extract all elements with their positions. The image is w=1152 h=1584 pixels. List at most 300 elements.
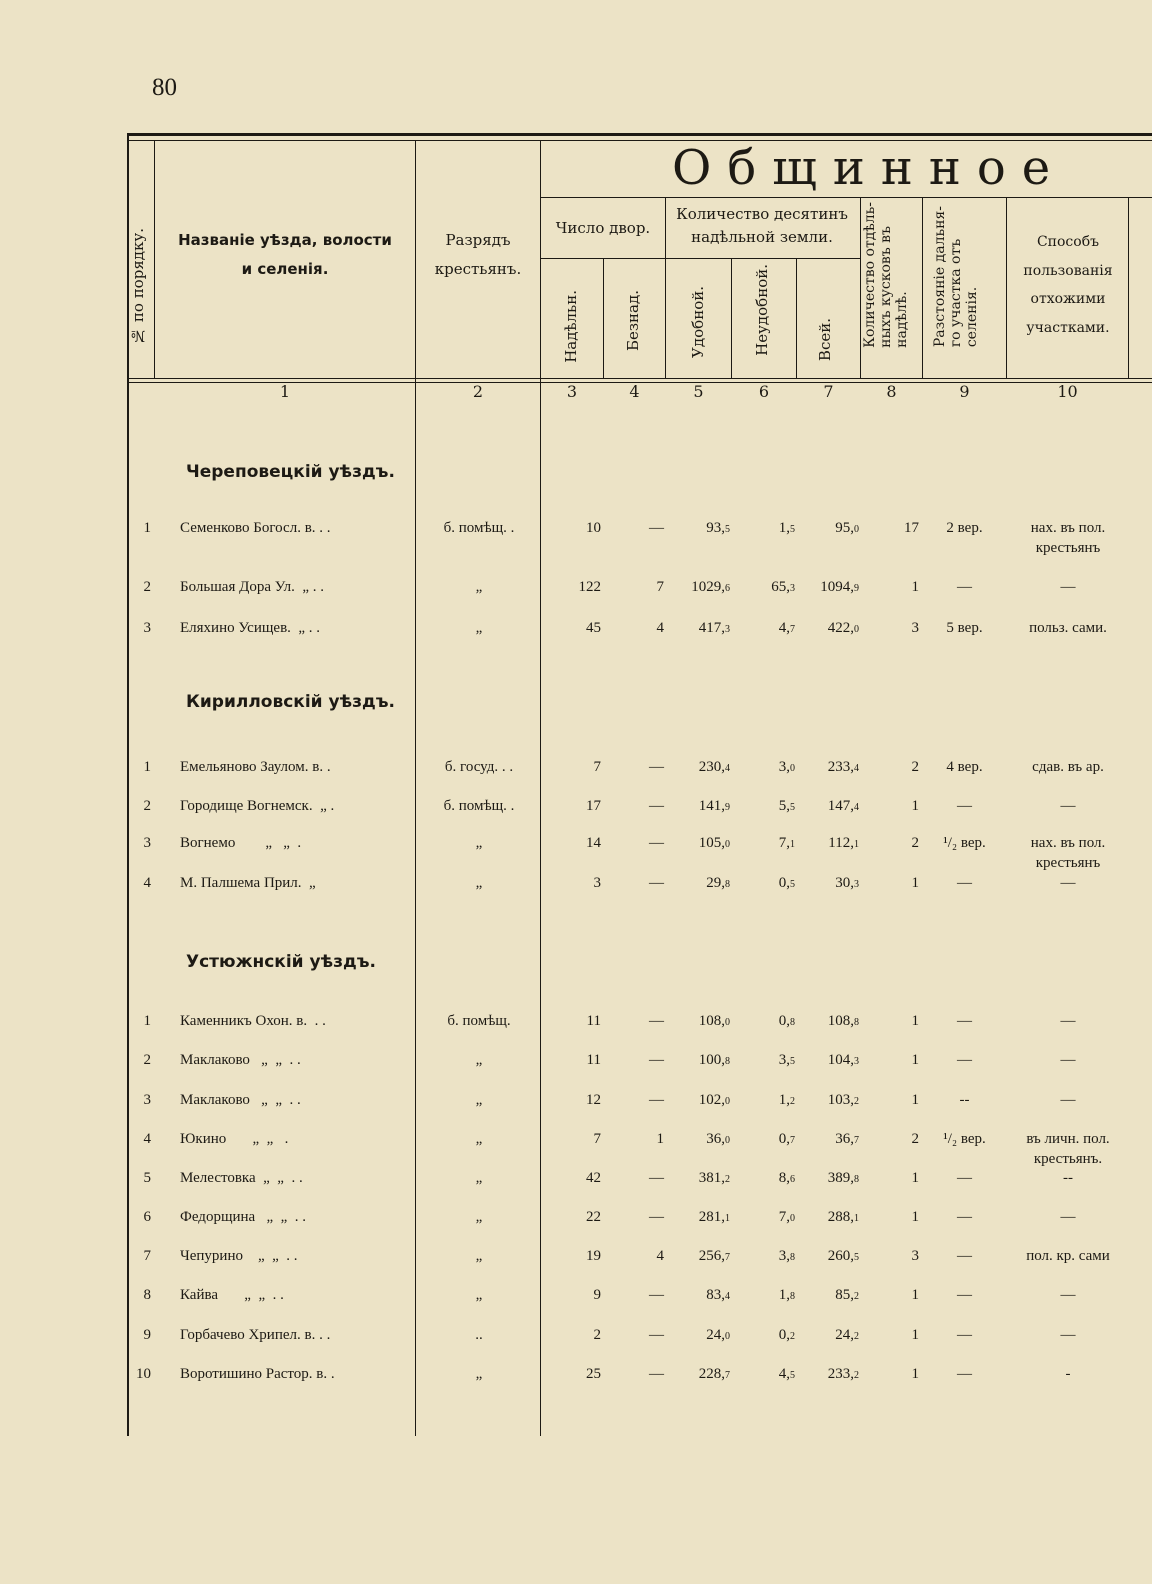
households-landless: — [649, 1287, 664, 1303]
plot-usage: -- [1063, 1170, 1073, 1186]
plot-usage: - [1065, 1366, 1071, 1382]
households-allotted: 22 [586, 1209, 601, 1225]
land-unusable-int: 0 [778, 1131, 787, 1147]
land-usable-int: 93 [706, 520, 722, 536]
land-total-int: 260 [827, 1248, 851, 1264]
plot-distance: — [957, 1013, 972, 1029]
land-unusable-int: 1 [778, 1287, 787, 1303]
peasant-class: „ [475, 1248, 483, 1264]
land-total-int: 288 [827, 1209, 851, 1225]
county-heading: Устюжнскій уѣздъ. [186, 952, 376, 972]
settlement-name: Мелестовка „ „ . . [180, 1170, 303, 1186]
land-unusable [732, 1092, 795, 1109]
land-unusable-int: 0 [778, 875, 787, 891]
decimal-comma: , [786, 620, 790, 636]
decimal-comma: , [721, 579, 725, 595]
row-number: 10 [136, 1366, 151, 1382]
decimal-comma: , [786, 579, 790, 595]
land-usable-int: 24 [706, 1327, 722, 1343]
decimal-comma: , [850, 620, 854, 636]
land-usable [666, 1170, 730, 1187]
decimal-comma: , [721, 1131, 725, 1147]
land-unusable-int: 65 [771, 579, 787, 595]
decimal-comma: , [786, 1013, 790, 1029]
vline-unusable [796, 258, 797, 378]
land-unusable-dec: 7 [790, 1135, 795, 1146]
decimal-comma: , [850, 1287, 854, 1303]
plot-distance: -- [959, 1092, 970, 1108]
header-bottom-rule [127, 378, 1152, 379]
land-total [797, 1170, 859, 1187]
land-total-dec: 2 [854, 1291, 859, 1302]
table-row [0, 835, 1152, 871]
decimal-comma: , [850, 1366, 854, 1382]
plot-pieces: 1 [911, 579, 919, 595]
decimal-comma: , [786, 1287, 790, 1303]
page-number: 80 [152, 74, 177, 101]
header-landless: Безнад. [624, 290, 642, 352]
decimal-comma: , [721, 1248, 725, 1264]
peasant-class: б. помѣщ. . [443, 520, 515, 536]
land-unusable-int: 1 [778, 1092, 787, 1108]
households-landless: 4 [656, 1248, 664, 1264]
header-land: Количество десятинъ надѣльной земли. [676, 205, 848, 246]
table-row [0, 520, 1152, 556]
row-number: 4 [143, 875, 151, 891]
land-unusable-dec: 0 [790, 1213, 795, 1224]
land-total-int: 24 [835, 1327, 851, 1343]
land-total-dec: 7 [854, 1135, 859, 1146]
plot-distance: — [957, 579, 972, 595]
land-unusable-dec: 8 [790, 1291, 795, 1302]
land-unusable-int: 8 [778, 1170, 787, 1186]
plot-pieces: 3 [911, 620, 919, 636]
decimal-comma: , [850, 1327, 854, 1343]
decimal-comma: , [850, 798, 854, 814]
table-row [0, 620, 1152, 640]
land-total-int: 422 [827, 620, 851, 636]
land-usable [666, 759, 730, 776]
settlement-name: Каменникъ Охон. в. . . [180, 1013, 326, 1029]
decimal-comma: , [721, 1170, 725, 1186]
households-allotted: 11 [586, 1052, 601, 1068]
households-landless: — [649, 1013, 664, 1029]
vline-use [1128, 197, 1129, 378]
land-usable-dec: 3 [725, 624, 730, 635]
households-allotted: 2 [593, 1327, 601, 1343]
land-unusable [732, 520, 795, 537]
peasant-class: „ [475, 1366, 483, 1382]
header-unusable: Неудобной. [753, 264, 771, 356]
table-row [0, 798, 1152, 818]
land-usable-dec: 9 [725, 802, 730, 813]
households-allotted: 12 [586, 1092, 601, 1108]
land-total-int: 233 [827, 759, 851, 775]
land-usable-int: 36 [706, 1131, 722, 1147]
land-usable-dec: 7 [725, 1252, 730, 1263]
settlement-name: Еляхино Усищев. „ . . [180, 620, 321, 636]
settlement-name: Маклаково „ „ . . [180, 1092, 301, 1108]
land-usable-dec: 6 [725, 583, 730, 594]
plot-distance: 2 вер. [946, 520, 983, 536]
land-unusable-dec: 7 [790, 624, 795, 635]
households-landless: 7 [656, 579, 664, 595]
plot-pieces: 1 [911, 1013, 919, 1029]
decimal-comma: , [721, 835, 725, 851]
land-usable [666, 798, 730, 815]
households-allotted: 17 [586, 798, 601, 814]
households-landless: — [649, 835, 664, 851]
plot-usage: — [1060, 1052, 1076, 1068]
peasant-class: б. помѣщ. [447, 1013, 511, 1029]
land-total-dec: 8 [854, 1174, 859, 1185]
land-total-dec: 8 [854, 1017, 859, 1028]
land-total-dec: 0 [854, 624, 859, 635]
land-usable-int: 417 [698, 620, 722, 636]
land-unusable [732, 1248, 795, 1265]
land-unusable-int: 4 [778, 1366, 787, 1382]
land-usable [666, 1327, 730, 1344]
land-total-dec: 2 [854, 1370, 859, 1381]
settlement-name: Воротишино Растор. в. . [180, 1366, 335, 1382]
vline-pieces [922, 197, 923, 378]
table-row [0, 1366, 1152, 1386]
header-usable: Удобной. [689, 286, 707, 358]
plot-usage: — [1060, 1013, 1076, 1029]
row-number: 3 [143, 835, 151, 851]
decimal-comma: , [850, 1131, 854, 1147]
land-total-dec: 1 [854, 839, 859, 850]
land-unusable-dec: 1 [790, 839, 795, 850]
row-number: 2 [143, 1052, 151, 1068]
peasant-class: „ [475, 620, 483, 636]
plot-distance: — [957, 1209, 972, 1225]
header-pieces: Количество отдѣль- ныхъ кусковъ въ надѣлѣ. [862, 202, 911, 348]
households-allotted: 19 [586, 1248, 601, 1264]
decimal-comma: , [721, 1366, 725, 1382]
top-rule [127, 133, 1152, 136]
land-unusable-int: 0 [778, 1327, 787, 1343]
households-allotted: 42 [586, 1170, 601, 1186]
decimal-comma: , [786, 1248, 790, 1264]
land-unusable-dec: 0 [790, 763, 795, 774]
land-usable-dec: 1 [725, 1213, 730, 1224]
colnum-10: 10 [1057, 382, 1078, 401]
plot-usage: сдав. въ ар. [1032, 759, 1104, 775]
decimal-comma: , [721, 1287, 725, 1303]
land-unusable [732, 1131, 795, 1148]
decimal-comma: , [786, 835, 790, 851]
land-usable [666, 835, 730, 852]
settlement-name: Емельяново Заулом. в. . [180, 759, 331, 775]
decimal-comma: , [721, 1327, 725, 1343]
households-landless: 1 [656, 1131, 664, 1147]
land-usable-dec: 5 [725, 524, 730, 535]
decimal-comma: , [721, 759, 725, 775]
land-usable [666, 579, 730, 596]
settlement-name: Городище Вогнемск. „ . [180, 798, 335, 814]
households-allotted: 3 [593, 875, 601, 891]
land-unusable [732, 1209, 795, 1226]
land-total-dec: 2 [854, 1331, 859, 1342]
vline-no [154, 141, 155, 378]
land-unusable-dec: 5 [790, 802, 795, 813]
plot-usage-line2: крестьянъ. [1033, 1151, 1103, 1167]
land-total [797, 579, 859, 596]
peasant-class: „ [475, 1092, 483, 1108]
land-unusable [732, 798, 795, 815]
land-total [797, 1013, 859, 1030]
plot-pieces: 17 [904, 520, 919, 536]
land-unusable-int: 7 [778, 1209, 787, 1225]
land-usable [666, 1092, 730, 1109]
land-total [797, 520, 859, 537]
households-allotted: 25 [586, 1366, 601, 1382]
land-usable-int: 29 [706, 875, 722, 891]
households-landless: — [649, 1170, 664, 1186]
land-usable-int: 228 [698, 1366, 722, 1382]
decimal-comma: , [850, 835, 854, 851]
land-unusable [732, 1366, 795, 1383]
households-landless: — [649, 798, 664, 814]
county-heading: Кирилловскій уѣздъ. [186, 692, 395, 712]
plot-usage: — [1060, 1327, 1076, 1343]
settlement-name: М. Палшема Прил. „ [180, 875, 316, 891]
row-number: 2 [143, 798, 151, 814]
peasant-class: б. помѣщ. . [443, 798, 515, 814]
peasant-class: „ [475, 835, 483, 851]
decimal-comma: , [721, 1052, 725, 1068]
decimal-comma: , [850, 579, 854, 595]
plot-distance: — [957, 1248, 972, 1264]
land-usable-dec: 0 [725, 1096, 730, 1107]
land-total-int: 104 [827, 1052, 851, 1068]
land-total-int: 95 [835, 520, 851, 536]
decimal-comma: , [721, 620, 725, 636]
decimal-comma: , [721, 1092, 725, 1108]
peasant-class: „ [475, 875, 483, 891]
land-total-dec: 9 [854, 583, 859, 594]
land-usable-int: 141 [698, 798, 722, 814]
households-landless: — [649, 1209, 664, 1225]
households-landless: — [649, 1092, 664, 1108]
land-unusable-dec: 6 [790, 1174, 795, 1185]
households-allotted: 7 [593, 1131, 601, 1147]
land-total-int: 36 [835, 1131, 851, 1147]
households-allotted: 7 [593, 759, 601, 775]
settlement-name: Чепурино „ „ . . [180, 1248, 298, 1264]
households-allotted: 14 [586, 835, 601, 851]
land-unusable-dec: 5 [790, 1056, 795, 1067]
land-usable-int: 230 [698, 759, 722, 775]
plot-distance: — [957, 875, 972, 891]
households-landless: — [649, 520, 664, 536]
table-row [0, 1248, 1152, 1268]
land-unusable [732, 1170, 795, 1187]
decimal-comma: , [786, 1170, 790, 1186]
peasant-class: „ [475, 1287, 483, 1303]
plot-pieces: 1 [911, 798, 919, 814]
decimal-comma: , [721, 875, 725, 891]
plot-distance: ¹/₂ вер. [943, 835, 986, 851]
land-total-dec: 1 [854, 1213, 859, 1224]
land-total [797, 1052, 859, 1069]
land-unusable-dec: 8 [790, 1017, 795, 1028]
land-usable-int: 281 [698, 1209, 722, 1225]
vline-class [540, 141, 541, 1436]
land-total [797, 1248, 859, 1265]
peasant-class: „ [475, 1052, 483, 1068]
row-number: 3 [143, 1092, 151, 1108]
plot-usage: нах. въ пол. [1030, 835, 1106, 851]
land-total [797, 1131, 859, 1148]
colnum-3: 3 [566, 382, 578, 401]
header-no: № по порядку. [129, 228, 147, 345]
vline-name [415, 141, 416, 1436]
plot-usage: — [1060, 1092, 1076, 1108]
land-usable-int: 102 [698, 1092, 722, 1108]
land-usable-int: 83 [706, 1287, 722, 1303]
header-total: Всей. [816, 318, 834, 362]
plot-distance: — [957, 1287, 972, 1303]
colnum-9: 9 [959, 382, 970, 401]
land-total [797, 835, 859, 852]
land-total-dec: 2 [854, 1096, 859, 1107]
plot-pieces: 1 [911, 1327, 919, 1343]
header-use: Способъ пользованія отхожими участками. [1023, 234, 1113, 337]
plot-usage: пол. кр. сами [1026, 1248, 1110, 1264]
land-unusable [732, 579, 795, 596]
land-rule [665, 258, 860, 259]
table-row [0, 1209, 1152, 1229]
land-usable-dec: 8 [725, 879, 730, 890]
header-name: Названіе уѣзда, волости и селенія. [178, 231, 392, 278]
plot-usage: въ личн. пол. [1026, 1131, 1110, 1147]
households-landless: — [649, 759, 664, 775]
land-unusable [732, 759, 795, 776]
colnum-8: 8 [886, 382, 897, 401]
decimal-comma: , [850, 1170, 854, 1186]
households-landless: — [649, 875, 664, 891]
land-usable-dec: 4 [725, 1291, 730, 1302]
land-usable-dec: 0 [725, 1135, 730, 1146]
peasant-class: „ [475, 1170, 483, 1186]
plot-usage-line2: крестьянъ [1035, 855, 1101, 871]
row-number: 7 [143, 1248, 151, 1264]
decimal-comma: , [721, 1013, 725, 1029]
plot-pieces: 2 [911, 1131, 919, 1147]
table-row [0, 759, 1152, 779]
households-landless: — [649, 1052, 664, 1068]
decimal-comma: , [786, 520, 790, 536]
decimal-comma: , [850, 759, 854, 775]
land-unusable-dec: 5 [790, 1370, 795, 1381]
land-total-int: 30 [835, 875, 851, 891]
colnum-2: 2 [472, 382, 484, 401]
settlement-name: Федорщина „ „ . . [180, 1209, 307, 1225]
decimal-comma: , [786, 1209, 790, 1225]
banner-rule [540, 197, 1152, 198]
land-unusable-int: 5 [778, 798, 787, 814]
table-row [0, 1287, 1152, 1307]
header-distance: Разстояніе дальня- го участка отъ селенія. [932, 206, 981, 348]
households-allotted: 10 [586, 520, 601, 536]
plot-pieces: 2 [911, 759, 919, 775]
land-total-dec: 3 [854, 1056, 859, 1067]
land-total-int: 112 [828, 835, 851, 851]
land-total-dec: 5 [854, 1252, 859, 1263]
households-landless: — [649, 1327, 664, 1343]
land-total [797, 1366, 859, 1383]
land-unusable-dec: 5 [790, 524, 795, 535]
header-class: Разрядъ крестьянъ. [434, 231, 522, 278]
decimal-comma: , [721, 798, 725, 814]
decimal-comma: , [850, 875, 854, 891]
land-unusable-dec: 3 [790, 583, 795, 594]
land-unusable-int: 3 [778, 759, 787, 775]
land-unusable [732, 1013, 795, 1030]
plot-pieces: 2 [911, 835, 919, 851]
land-unusable [732, 1052, 795, 1069]
plot-pieces: 1 [911, 1092, 919, 1108]
row-number: 1 [143, 520, 151, 536]
households-landless: — [649, 1366, 664, 1382]
decimal-comma: , [786, 759, 790, 775]
land-usable-dec: 4 [725, 763, 730, 774]
land-unusable-int: 1 [778, 520, 787, 536]
land-total [797, 620, 859, 637]
land-unusable-dec: 2 [790, 1096, 795, 1107]
land-unusable-int: 7 [778, 835, 787, 851]
decimal-comma: , [850, 1209, 854, 1225]
colnum-5: 5 [693, 382, 704, 401]
vline-usable [731, 258, 732, 378]
plot-distance: — [957, 1327, 972, 1343]
vline-allot [603, 258, 604, 378]
settlement-name: Горбачево Хрипел. в. . . [180, 1327, 331, 1343]
land-total [797, 875, 859, 892]
land-usable [666, 1248, 730, 1265]
plot-distance: 4 вер. [946, 759, 983, 775]
colnum-4: 4 [629, 382, 640, 401]
table-row [0, 1327, 1152, 1347]
land-total-int: 389 [827, 1170, 851, 1186]
plot-usage: — [1060, 798, 1076, 814]
land-unusable [732, 835, 795, 852]
land-total-int: 233 [827, 1366, 851, 1382]
land-usable [666, 620, 730, 637]
plot-distance: — [957, 798, 972, 814]
decimal-comma: , [786, 1052, 790, 1068]
row-number: 6 [143, 1209, 151, 1225]
land-usable [666, 1052, 730, 1069]
table-row [0, 579, 1152, 599]
settlement-name: Семенково Богосл. в. . . [180, 520, 331, 536]
households-allotted: 122 [578, 579, 601, 595]
land-usable-dec: 0 [725, 1017, 730, 1028]
land-usable [666, 1209, 730, 1226]
peasant-class: „ [475, 579, 483, 595]
plot-pieces: 3 [911, 1248, 919, 1264]
land-unusable-dec: 8 [790, 1252, 795, 1263]
decimal-comma: , [850, 1052, 854, 1068]
plot-distance: — [957, 1366, 972, 1382]
colnum-1: 1 [279, 382, 291, 401]
land-usable [666, 875, 730, 892]
land-usable-int: 108 [698, 1013, 722, 1029]
decimal-comma: , [721, 1209, 725, 1225]
row-number: 4 [143, 1131, 151, 1147]
